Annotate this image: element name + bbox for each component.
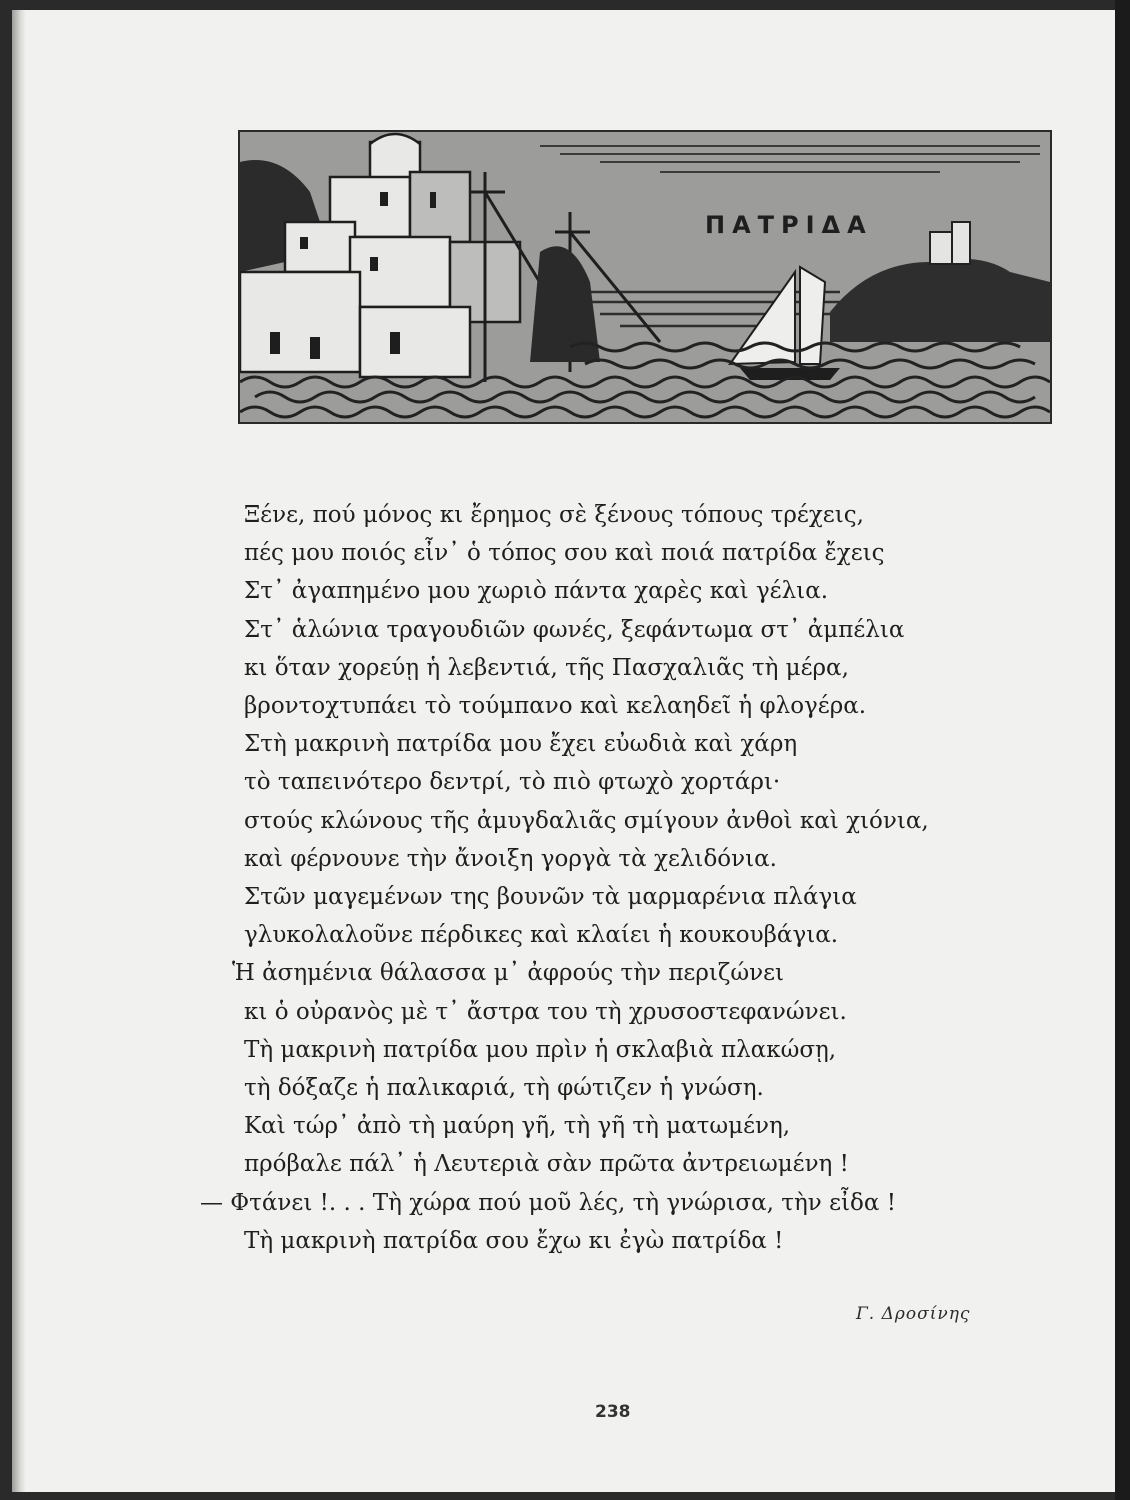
poem-line: Καὶ τώρ᾽ ἀπὸ τὴ μαύρη γῆ, τὴ γῆ τὴ ματωμένη, xyxy=(244,1113,791,1140)
scan-top-border xyxy=(12,0,1115,10)
harbor-woodcut-image xyxy=(238,130,1052,424)
poem-line: κι ὁ οὐρανὸς μὲ τ᾽ ἄστρα του τὴ χρυσοστεφανώνει. xyxy=(244,998,847,1025)
illustration-title: ΠΑΤΡΙΔΑ xyxy=(705,211,873,239)
poem-line: πρόβαλε πάλ᾽ ἡ Λευτεριὰ σὰν πρῶτα ἀντρειωμένη ! xyxy=(244,1151,849,1178)
poem-line: Στῶν μαγεμένων της βουνῶν τὰ μαρμαρένια πλάγια xyxy=(244,884,857,911)
poem-line: καὶ φέρνουνε τὴν ἄνοιξη γοργὰ τὰ χελιδόνια. xyxy=(244,845,777,872)
poem-line: κι ὅταν χορεύῃ ἡ λεβεντιά, τῆς Πασχαλιᾶς τὴ μέρα, xyxy=(244,654,849,681)
poem-line: Στ᾽ ἀγαπημένο μου χωριὸ πάντα χαρὲς καὶ γέλια. xyxy=(244,578,829,605)
poem-line: Τὴ μακρινὴ πατρίδα μου πρὶν ἡ σκλαβιὰ πλακώσῃ, xyxy=(244,1036,837,1063)
poem-line: Ἡ ἀσημένια θάλασσα μ᾽ ἀφρούς τὴν περιζώνει xyxy=(232,960,785,987)
page-number: 238 xyxy=(595,1402,631,1422)
poem-line: τὸ ταπεινότερο δεντρί, τὸ πιὸ φτωχὸ χορτάρι· xyxy=(244,769,781,796)
page-stack-edge xyxy=(12,10,26,1492)
scan-right-border xyxy=(1115,0,1130,1500)
poem-line: βροντοχτυπάει τὸ τούμπανο καὶ κελαηδεῖ ἡ φλογέρα. xyxy=(244,693,867,720)
poem-line: — Φτάνει !. . . Τὴ χώρα πού μοῦ λές, τὴ γνώρισα, τὴν εἶδα ! xyxy=(200,1189,896,1216)
poem-line: γλυκολαλοῦνε πέρδικες καὶ κλαίει ἡ κουκουβάγια. xyxy=(244,922,839,949)
poem-line: Τὴ μακρινὴ πατρίδα σου ἔχω κι ἐγὼ πατρίδα ! xyxy=(244,1227,784,1254)
poem-line: Ξένε, πού μόνος κι ἔρημος σὲ ξένους τόπους τρέχεις, xyxy=(244,502,864,528)
poem-line: Στὴ μακρινὴ πατρίδα μου ἔχει εὐωδιὰ καὶ χάρη xyxy=(244,731,798,758)
author-signature: Γ. Δροσίνης xyxy=(856,1304,971,1324)
poem xyxy=(200,496,1080,1260)
poem-line: πές μου ποιός εἶν᾽ ὁ τόπος σου καὶ ποιά πατρίδα ἔχεις xyxy=(244,540,885,567)
poem-line: τὴ δόξαζε ἡ παλικαριά, τὴ φώτιζεν ἡ γνώση. xyxy=(244,1075,764,1102)
poem-line: Στ᾽ ἁλώνια τραγουδιῶν φωνές, ξεφάντωμα στ᾽ ἀμπέλια xyxy=(244,616,905,643)
poem-line: στούς κλώνους τῆς ἀμυγδαλιᾶς σμίγουν ἀνθοὶ καὶ χιόνια, xyxy=(244,807,929,834)
